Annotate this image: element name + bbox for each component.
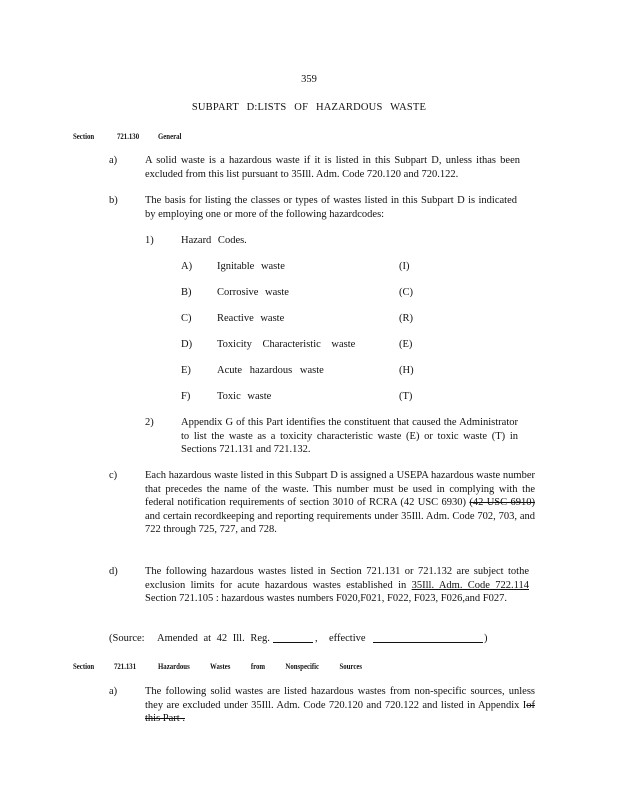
source-blank-reg [273, 632, 313, 643]
item-marker-a: a) [109, 686, 118, 697]
section-number: 721.130 [117, 132, 140, 141]
section-number: 721.131 [114, 662, 137, 671]
paragraph-b2: Appendix G of this Part identifies the constituent that caused the Administrator to list the waste as a toxicity characteristic waste (E) or toxic waste (T) in Sections 721.131 and 721.132. [181, 417, 518, 455]
source-text: Amended at 42 Ill. Reg. [157, 633, 270, 644]
paragraph-d-text: The following hazardous wastes listed in Section 721.131 or 721.132 are subject tothe exclusion limits for acute hazardous wastes established in [145, 566, 529, 591]
source-label: (Source: [109, 633, 145, 644]
code-letter: F) [181, 391, 191, 402]
code-symbol: (C) [399, 287, 413, 298]
item-marker-b: b) [109, 195, 118, 206]
section-label: Section [73, 132, 95, 141]
paragraph-c [145, 469, 535, 537]
paragraph-c-text-after: and certain recordkeeping and reporting requirements under 35Ill. Adm. Code 702, 703, and 722 through 725, 727, and 728. [145, 510, 535, 535]
code-letter: A) [181, 261, 193, 272]
subitem-marker-2: 2) [145, 417, 154, 428]
paragraph-721-131-a [145, 685, 535, 726]
struck-text: of this Part . [145, 699, 535, 724]
section-heading: Hazardous Wastes from Nonspecific Sources [158, 662, 362, 671]
source-close: ) [484, 633, 488, 644]
source-blank-date [373, 632, 483, 643]
code-name: Reactive waste [217, 313, 285, 324]
subitem-marker-1: 1) [145, 235, 154, 246]
code-name: Ignitable waste [217, 261, 285, 272]
struck-text: (42 USC 6910) [469, 497, 535, 508]
code-letter: C) [181, 313, 192, 324]
source-effective: effective [329, 633, 366, 644]
code-symbol: (I) [399, 261, 410, 272]
code-symbol: (E) [399, 339, 413, 350]
paragraph-c-text: Each hazardous waste listed in this Subpart D is assigned a USEPA hazardous waste number that precedes the name of the waste. This number must be used in complying with the federal notification requirements of section 3010 of RCRA (42 USC 6930) [145, 470, 535, 508]
item-marker-c: c) [109, 470, 118, 481]
paragraph-a: A solid waste is a hazardous waste if it is listed in this Subpart D, unless ithas been excluded from this list pursuant to 35Ill. Adm. Code 720.120 and 720.122. [145, 155, 520, 180]
code-name: Toxicity Characteristic waste [217, 339, 356, 350]
code-name: Corrosive waste [217, 287, 289, 298]
hazard-codes-heading: Hazard Codes. [181, 235, 247, 246]
item-marker-d: d) [109, 566, 118, 577]
paragraph-d-text-after: Section 721.105 : hazardous wastes numbers F020,F021, F022, F023, F026,and F027. [145, 593, 507, 604]
underlined-text: 35Ill. Adm. Code 722.114 [411, 579, 530, 591]
section-label: Section [73, 662, 95, 671]
code-letter: E) [181, 365, 191, 376]
code-symbol: (H) [399, 365, 414, 376]
item-marker-a: a) [109, 155, 118, 166]
code-name: Toxic waste [217, 391, 272, 402]
paragraph-d [145, 565, 529, 606]
code-name: Acute hazardous waste [217, 365, 324, 376]
code-letter: D) [181, 339, 193, 350]
code-letter: B) [181, 287, 192, 298]
subpart-title: SUBPART D:LISTS OF HAZARDOUS WASTE [191, 102, 427, 113]
paragraph-text: The following solid wastes are listed hazardous wastes from non-specific sources, unless they are excluded under 35Ill. Adm. Code 720.120 and 720.122 and listed in Appendix I [145, 686, 535, 711]
code-symbol: (T) [399, 391, 413, 402]
source-comma: , [315, 633, 318, 644]
code-symbol: (R) [399, 313, 413, 324]
paragraph-b: The basis for listing the classes or types of wastes listed in this Subpart D is indicated by employing one or more of the following hazardcodes: [145, 195, 517, 220]
section-heading: General [158, 132, 182, 141]
page-number: 359 [301, 74, 317, 85]
